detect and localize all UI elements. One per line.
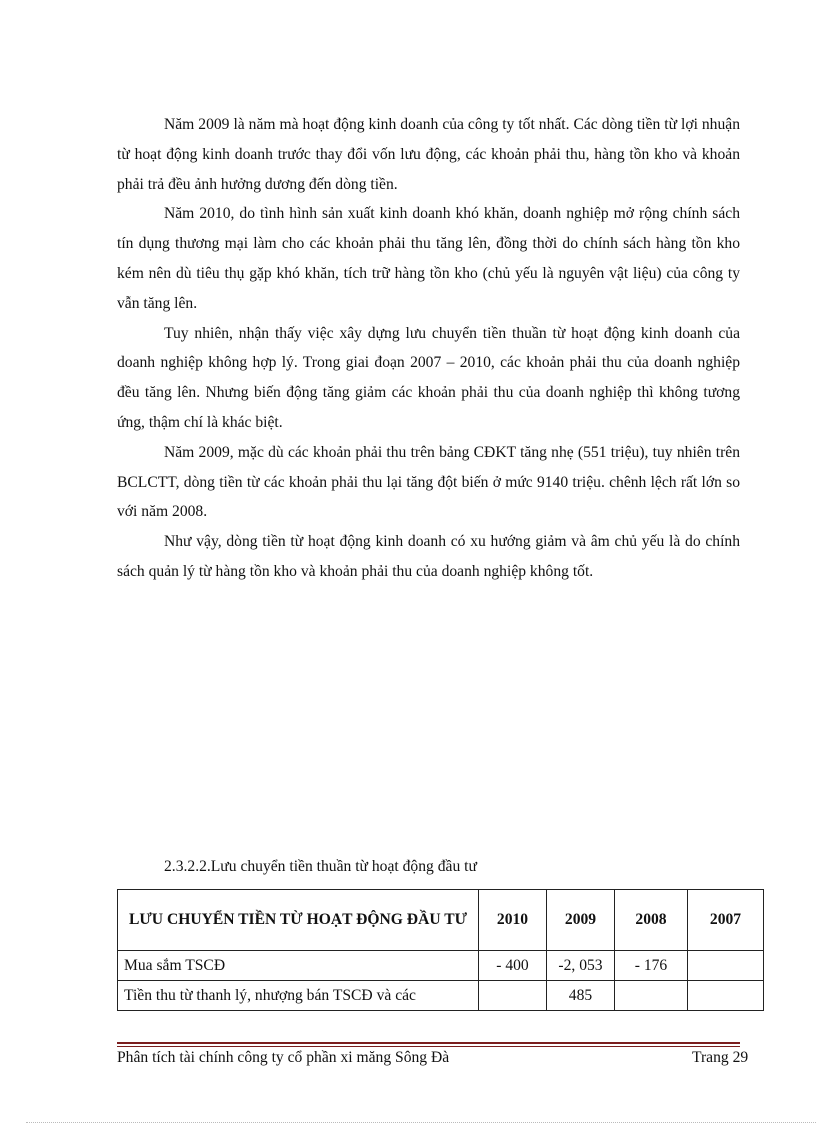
- table-header-title: LƯU CHUYỂN TIỀN TỪ HOẠT ĐỘNG ĐẦU TƯ: [118, 890, 479, 951]
- footer-divider: [117, 1042, 740, 1044]
- row-value: [479, 981, 547, 1011]
- row-value: -2, 053: [547, 951, 615, 981]
- table-header-year: 2007: [688, 890, 764, 951]
- table-row: [118, 951, 764, 981]
- row-value: [688, 981, 764, 1011]
- row-label: Tiền thu từ thanh lý, nhượng bán TSCĐ và các: [118, 981, 479, 1011]
- table-header-year: 2010: [479, 890, 547, 951]
- row-value: [688, 951, 764, 981]
- table-header-year: 2009: [547, 890, 615, 951]
- row-value: - 176: [615, 951, 688, 981]
- investing-cashflow-table: [117, 889, 764, 1011]
- paragraph: Năm 2010, do tình hình sản xuất kinh doanh khó khăn, doanh nghiệp mở rộng chính sách tín dụng thương mại làm cho các khoản phải thu tăng lên, đồng thời do chính sách hàng tồn kho kém nên dù tiêu thụ gặp khó khăn, tích trữ hàng tồn kho (chủ yếu là nguyên vật liệu) của công ty vẫn tăng lên.: [117, 205, 740, 312]
- footer-page-number: Trang 29: [692, 1049, 749, 1066]
- row-value: - 400: [479, 951, 547, 981]
- footer-divider-thin: [117, 1046, 740, 1047]
- paragraph: Năm 2009 là năm mà hoạt động kinh doanh của công ty tốt nhất. Các dòng tiền từ lợi nhuận từ hoạt động kinh doanh trước thay đổi vốn lưu động, các khoản phải thu, hàng tồn kho và khoản phải trả đều ảnh hưởng dương đến dòng tiền.: [117, 116, 740, 193]
- table-header-year: 2008: [615, 890, 688, 951]
- row-label: Mua sắm TSCĐ: [118, 951, 479, 981]
- section-heading: 2.3.2.2.Lưu chuyển tiền thuần từ hoạt động đầu tư: [164, 858, 477, 875]
- paragraph: Tuy nhiên, nhận thấy việc xây dựng lưu chuyển tiền thuần từ hoạt động kinh doanh của doanh nghiệp không hợp lý. Trong giai đoạn 2007 – 2010, các khoản phải thu của doanh nghiệp đều tăng lên. Nhưng biến động tăng giảm các khoản phải thu của doanh nghiệp thì không tương ứng, thậm chí là khác biệt.: [117, 324, 740, 431]
- table-header-row: [118, 890, 764, 951]
- paragraph: Như vậy, dòng tiền từ hoạt động kinh doanh có xu hướng giảm và âm chủ yếu là do chính sách quản lý từ hàng tồn kho và khoản phải thu của doanh nghiệp không tốt.: [117, 533, 740, 580]
- table-row: [118, 981, 764, 1011]
- row-value: [615, 981, 688, 1011]
- row-value: 485: [547, 981, 615, 1011]
- paragraph: Năm 2009, mặc dù các khoản phải thu trên bảng CĐKT tăng nhẹ (551 triệu), tuy nhiên trên BCLCTT, dòng tiền từ các khoản phải thu lại tăng đột biến ở mức 9140 triệu. chênh lệch rất lớn so với năm 2008.: [117, 443, 740, 521]
- footer-document-title: Phân tích tài chính công ty cổ phần xi măng Sông Đà: [117, 1049, 450, 1066]
- body-text: [117, 110, 740, 587]
